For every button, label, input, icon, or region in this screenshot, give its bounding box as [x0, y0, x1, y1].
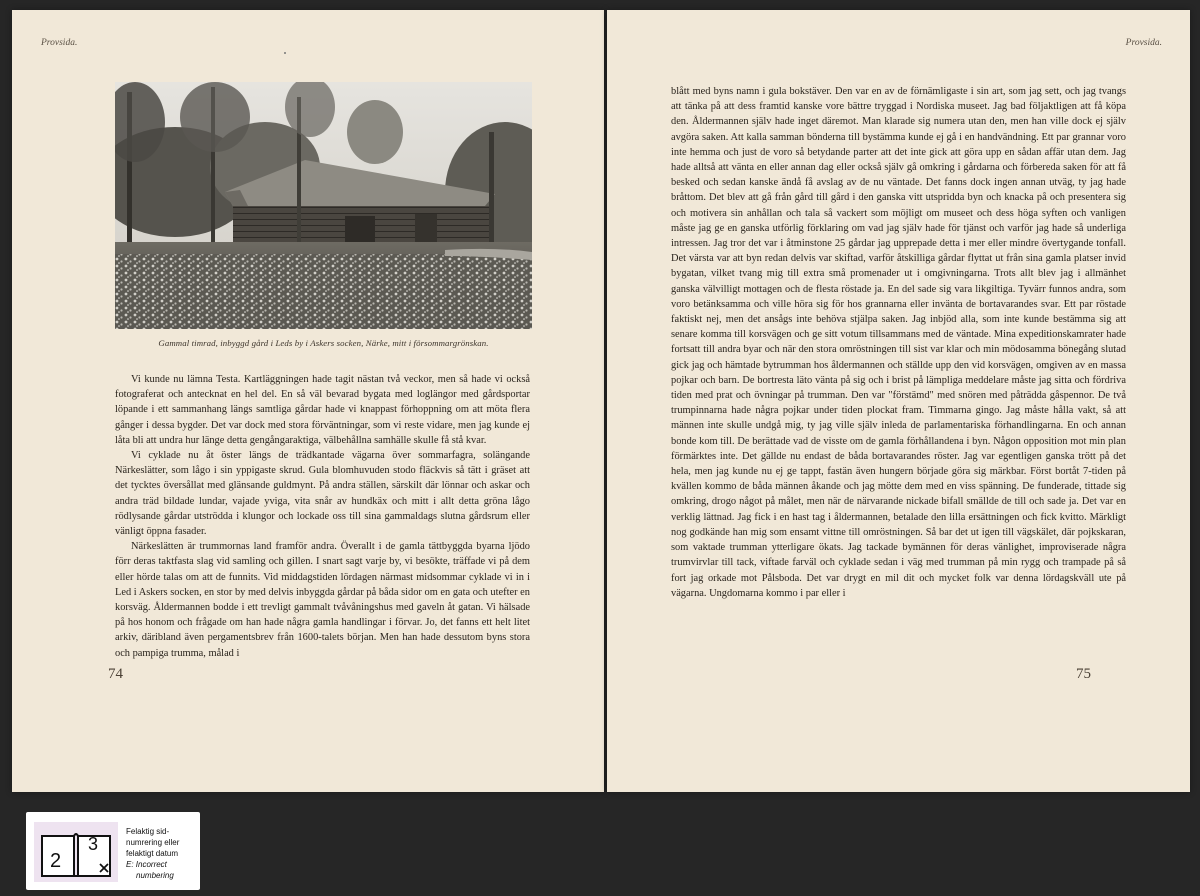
- left-page-header: Provsida.: [41, 38, 78, 48]
- paragraph: Vi cyklade nu åt öster längs de trädkantade vägarna över sommarfagra, solängande Närkeslätter, som lågo i sin yppigaste skrud. Gula blomhuvuden stodo fläckvis så tätt i gräset att det tycktes översållat med glänsande guldmynt. På andra ställen, särskilt där lönnar och askar och andra träd bildade lundar, vajade yviga, vita snår av hundkäx och mitt i allt detta gröna lågo rödlysande gårdar utströdda i klungor och lockade oss till sina gammaldags slutna gårdsrum eller vänligt öppna fasader.: [115, 450, 530, 538]
- right-page-number: 75: [1076, 666, 1091, 682]
- open-book-icon: [34, 822, 118, 882]
- paper-speck: [284, 52, 286, 54]
- label-line: numrering eller: [126, 838, 180, 847]
- label-text: [126, 826, 198, 881]
- right-page: [607, 10, 1190, 792]
- left-page-body: [115, 372, 530, 661]
- label-line: Felaktig sid-: [126, 827, 170, 836]
- label-number-left: 2: [50, 850, 62, 872]
- paragraph: blått med byns namn i gula bokstäver. Den var en av de förnämligaste i sin art, som jag sett, och jag tvangs att tänka på att dess framtid kanske vore bättre tryggad i Nordiska museet. Jag bad följaktligen att få köpa den. Åldermannen själv hade inget däremot. Man klarade sig numera utan den, men han ville dock ej själv avgöra saken. Att kalla samman bönderna till bystämma kunde ej gå i en handvändning. Ett par grannar voro inte hemma och just de voro så betydande parter att det inte gick att göra upp en sådan affär utan dem. Jag hade alltså att vänta en eller annan dag eller också själv gå omkring i gårdarna och förbereda saken för att få besked och sedan kanske ändå få avslag av de nu väntade. Det fanns dock ingen annan utväg, ty jag hade bråttom. Det blev att gå från gård till gård i den ganska vitt utspridda byn och knacka på och presentera sig och motivera sin anhållan och tala så vackert som möjligt om museet och dess höga syften och vanligen måste jag ge en ganska utförlig förklaring om vad jag själv hade för tjänst och varför jag hade så underliga intressen. Jag tror det var i åtminstone 25 gårdar jag upprepade detta i mer eller mindre övertygande tonfall. Det värsta var att byn redan delvis var skiftad, varför åtskilliga gårdar flyttat ut från sina gamla platser invid bygatan, vilket tvang mig till extra små promenader ut i omgivningarna. Trots allt blev jag i allmänhet ganska välvilligt mottagen och de flesta röstade ja. En del sade sig vara likgiltiga. Tyvärr funnos andra, som voro betänksamma och ville höra sig för hos grannarna eller invänta de bortavarandes svar. Ett par röstade faktiskt nej, men det ansågs inte behöva stjälpa saken. Jag inbjöd alla, som inte kunde bestämma sig att senare komma till korsvägen och ge sitt votum tillsammans med de väntade. Mina expeditionskamrater hade fortsatt till andra byar och när den stora omröstningen till sist var klar och min mödosamma bönegång slutad gick jag och hämtade bytrumman hos åldermannen och ställde upp den vid korsvägen, omgiven av en massa pojkar och barn. De bortresta läto vänta på sig och i brist på lämpliga meddelare måste jag sitta och fördriva tiden med prat och övningar på trumman. Den var "förstämd" med snören med påträdda gåspennor. De två trumpinnarna hade några pojkar under tiden plockat fram. Timmarna gingo. Jag måste hålla vakt, så att männen inte skulle undgå mig, ty jag ville själv inleda de parlamentariska förhandlingarna. En och annan bonde kom till. De berättade vad de visste om de gamla förhållandena i byn. Någon opposition mot min plan förmärktes inte. Det gällde nu endast de båda bortavarandes röster. Jag var egentligen ganska trött på det hela, men jag kunde nu ej ge tappt, fastän även hungern började göra sig märkbar. Först bortåt 7-tiden på kvällen kommo de båda männen åkande och jag mötte dem med en viss spänning. De funderade, tittade sig omkring, drogo något på målet, men när de närvarande nickade bifall smällde de till och sade ja. Det var en verklig lättnad. Jag fick i en hast tag i åldermannen, betalade den lilla ersättningen och fick kvitto. Märkligt nog godkände han mig som ensamt vittne till omröstningen. Så bar det ut igen till vägskälet, där pojkskaran, som vaktade trumman ytterligare ökats. Jag tackade bymännen för deras vänlighet, improviserade några trumvirvlar till tack, viftade farväl och cyklade sedan i väg med trumman på min rygg och trampade på så fort jag orkade mot Pålsboda. Det var drygt en mil dit och mycket folk var denna lördagskväll ute på vägarna. Ungdomarna kommo i par eller i: [671, 86, 1126, 599]
- farm-photograph: [115, 82, 532, 329]
- left-page-number: 74: [108, 666, 123, 682]
- label-line: felaktigt datum: [126, 849, 179, 858]
- photo-caption: Gammal timrad, inbyggd gård i Leds by i Askers socken, Närke, mitt i försommargrönskan.: [158, 338, 489, 348]
- label-line: E: Incorrect: [126, 860, 167, 869]
- right-page-body: [671, 84, 1126, 601]
- left-page: [12, 10, 604, 792]
- archive-label: [26, 812, 200, 890]
- label-number-right: 3: [88, 834, 99, 854]
- label-line: numbering: [136, 871, 174, 880]
- paragraph: Närkeslätten är trummornas land framför andra. Överallt i de gamla tättbyggda byarna ljödo förr deras taktfasta slag vid samling och gillen. I snart sagt varje by, vi besökte, träffade vi på dem eller hörde talas om att de funnits. Vid middagstiden lördagen närmast midsommar cyklade vi in i Led i Askers socken, en stor by med delvis inbyggda gårdar på båda sidor om en gata och utefter en korsväg. Åldermannen bodde i ett trevligt gammalt tvåvåningshus med gaveln åt gatan. Vi hälsade på hos honom och frågade om han hade några gamla handlingar i förvar. Jo, det fanns ett helt litet arkiv, däribland även pergamentsbrev från 1600-talets början. Men han hade dessutom byns stora och pampiga trumma, målad i: [115, 541, 530, 659]
- right-page-header: Provsida.: [1125, 38, 1162, 48]
- paragraph: Vi kunde nu lämna Testa. Kartläggningen hade tagit nästan två veckor, men så hade vi också fotograferat och antecknat en hel del. En så väl bevarad bygata med loglängor med gårdsportar löpande i ett sammanhang längs samtliga gårdar hade vi knappast förhoppning om att möta flera gånger i dessa bygder. Det var dock med stora förväntningar, som vi reste vidare, men jag kunde ej låta bli att undra hur länge detta gengångaraktiga, välbehållna samhälle skulle få stå kvar.: [115, 374, 530, 446]
